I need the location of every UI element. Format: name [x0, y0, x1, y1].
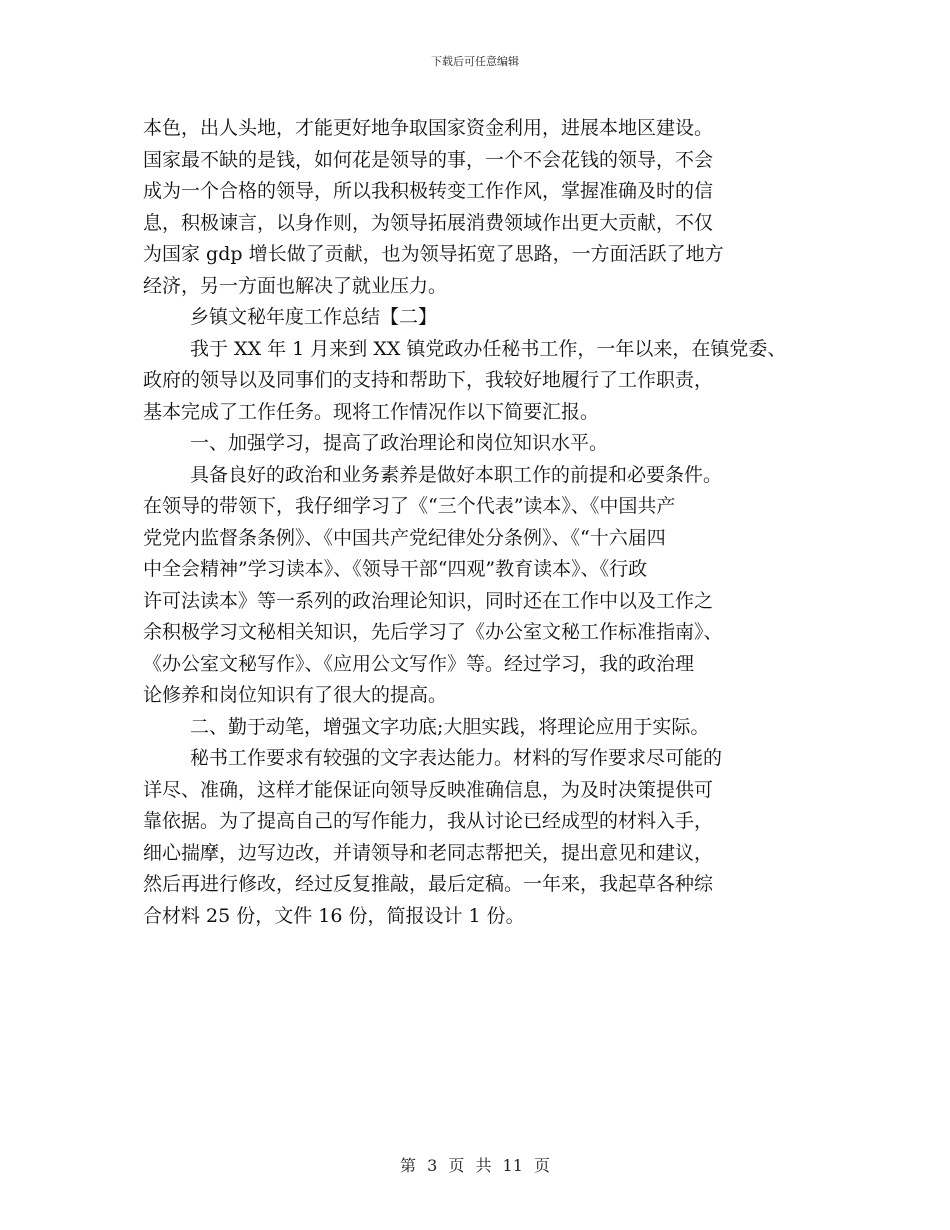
text-line: 秘书工作要求有较强的文字表达能力。材料的写作要求尽可能的	[190, 747, 723, 769]
text-line: 息，积极谏言，以身作则，为领导拓展消费领域作出更大贡献，不仅	[143, 211, 714, 234]
text-line: 国家最不缺的是钱，如何花是领导的事，一个不会花钱的领导，不会	[143, 148, 714, 171]
text-line: 基本完成了工作任务。现将工作情况作以下简要汇报。	[143, 400, 600, 423]
text-line: 成为一个合格的领导，所以我积极转变工作作风，掌握准确及时的信	[143, 180, 714, 202]
text-line: 本色，出人头地，才能更好地争取国家资金利用，进展本地区建设。	[143, 117, 714, 139]
text-line: 我于 XX 年 1 月来到 XX 镇党政办任秘书工作，一年以来，在镇党委、	[190, 337, 787, 360]
text-line: 许可法读本》等一系列的政治理论知识，同时还在工作中以及工作之	[143, 589, 714, 612]
text-line: 然后再进行修改，经过反复推敲，最后定稿。一年来，我起草各种综	[143, 873, 714, 895]
text-line: 二、勤于动笔，增强文字功底;大胆实践，将理论应用于实际。	[190, 715, 710, 738]
text-line: 详尽、准确，这样才能保证向领导反映准确信息，为及时决策提供可	[143, 778, 714, 801]
text-line: 党党内监督条条例》、《中国共产党纪律处分条例》、《“十六届四	[143, 526, 666, 549]
text-line: 一、加强学习，提高了政治理论和岗位知识水平。	[190, 432, 609, 454]
text-line: 余积极学习文秘相关知识，先后学习了《办公室文秘工作标准指南》、	[143, 621, 723, 643]
text-line: 《办公室文秘写作》、《应用公文写作》等。经过学习，我的政治理	[143, 652, 695, 675]
text-line: 靠依据。为了提高自己的写作能力，我从讨论已经成型的材料入手，	[143, 810, 714, 832]
text-line: 论修养和岗位知识有了很大的提高。	[143, 684, 448, 706]
text-line: 经济，另一方面也解决了就业压力。	[143, 274, 448, 297]
text-line: 具备良好的政治和业务素养是做好本职工作的前提和必要条件。	[190, 463, 723, 486]
text-line: 为国家 gdp 增长做了贡献，也为领导拓宽了思路，一方面活跃了地方	[143, 243, 724, 265]
text-line: 细心揣摩，边写边改，并请领导和老同志帮把关，提出意见和建议，	[143, 841, 714, 864]
document-body	[143, 113, 843, 932]
text-line: 乡镇文秘年度工作总结【二】	[190, 306, 438, 328]
text-line: 政府的领导以及同事们的支持和帮助下，我较好地履行了工作职责，	[143, 369, 714, 391]
text-line: 合材料 25 份，文件 16 份，简报设计 1 份。	[143, 904, 525, 927]
page-header: 下载后可任意编辑	[431, 55, 519, 68]
text-line: 在领导的带领下，我仔细学习了《“三个代表”读本》、《中国共产	[143, 495, 676, 517]
text-line: 中全会精神”学习读本》、《领导干部“四观”教育读本》、《行政	[143, 558, 648, 580]
page-footer: 第 3 页 共 11 页	[400, 1156, 550, 1175]
